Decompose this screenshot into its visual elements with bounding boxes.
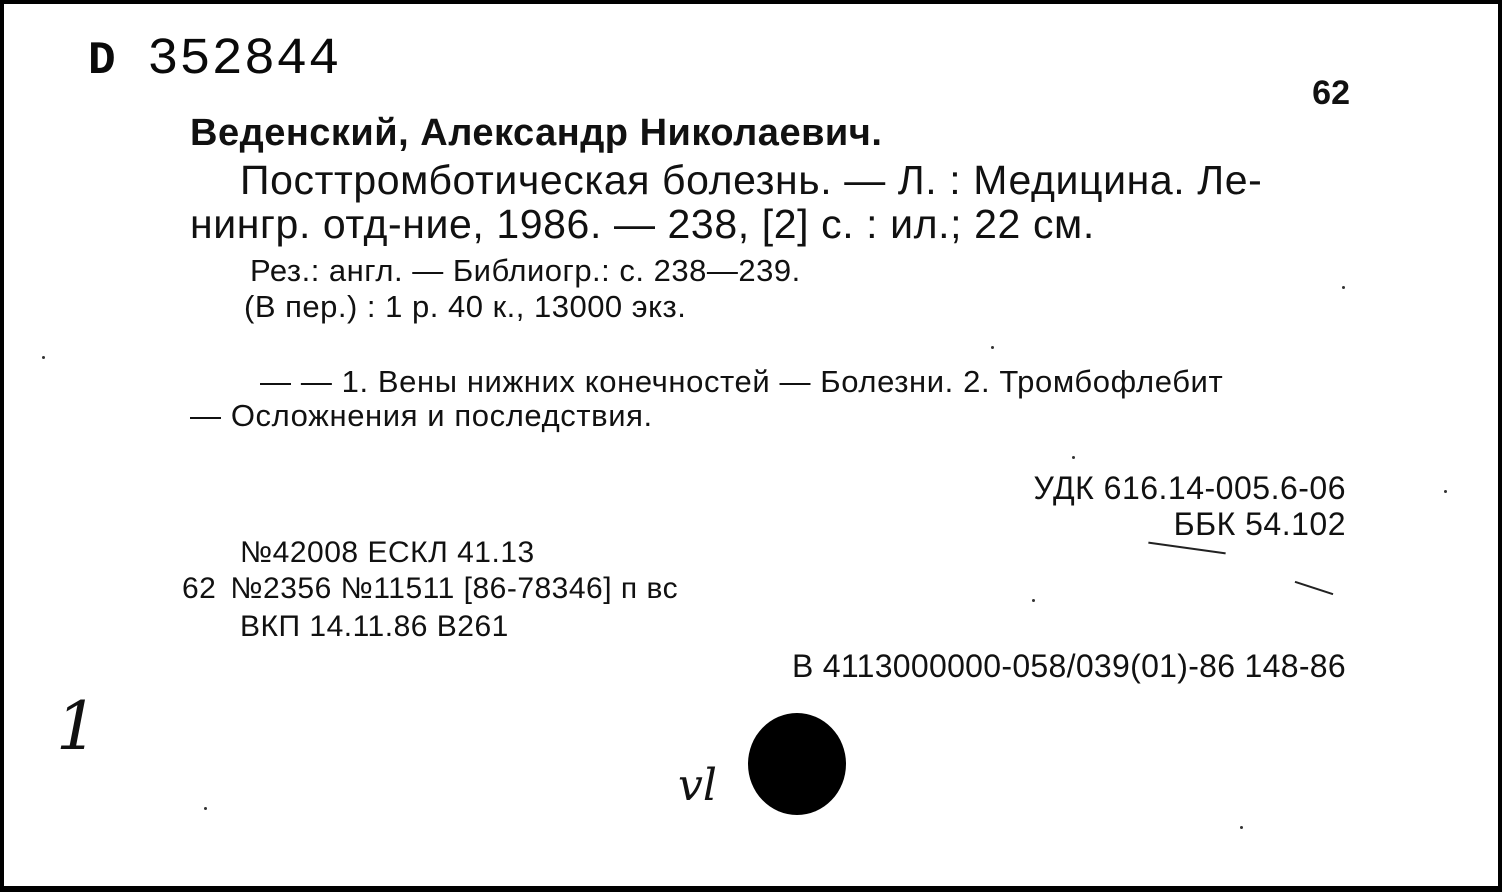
- stamp-number: 352844: [147, 30, 341, 89]
- speck: [1032, 599, 1035, 602]
- speck: [991, 346, 994, 349]
- handwritten-mark: vl: [678, 760, 717, 811]
- register-line-1: №42008 ЕСКЛ 41.13: [240, 536, 535, 569]
- speck: [1444, 490, 1447, 493]
- author-heading: Веденский, Александр Николаевич.: [190, 112, 883, 154]
- speck: [42, 356, 45, 359]
- pencil-stroke: [1148, 542, 1226, 555]
- speck: [204, 807, 207, 810]
- publication-code: В 4113000000-058/039(01)-86 148-86: [791, 648, 1346, 684]
- subject-headings-line-2: — Осложнения и последствия.: [190, 398, 653, 433]
- pencil-stroke: [1295, 581, 1334, 595]
- speck: [1072, 456, 1075, 459]
- udk-code: УДК 616.14-005.6-06: [1033, 470, 1346, 506]
- subject-headings-line-1: — — 1. Вены нижних конечностей — Болезни. 2. Тромбофлебит: [260, 364, 1224, 399]
- register-line-3: ВКП 14.11.86 В261: [240, 610, 509, 643]
- register-prefix: 62: [182, 572, 217, 605]
- title-line-1: Посттромботическая болезнь. — Л. : Медицина. Ле-: [240, 157, 1263, 203]
- speck: [1240, 826, 1243, 829]
- inventory-stamp: [88, 30, 341, 89]
- bibliographic-notes: Рез.: англ. — Библиогр.: с. 238—239.: [250, 253, 801, 288]
- register-line-2-text: №2356 №11511 [86-78346] п вс: [230, 572, 679, 605]
- handwritten-number: 1: [56, 688, 98, 765]
- stamp-letter: D: [88, 35, 118, 87]
- card-number: 62: [1312, 74, 1350, 112]
- title-line-2: нингр. отд-ние, 1986. — 238, [2] с. : ил.; 22 см.: [190, 201, 1095, 247]
- price-and-print-run: (В пер.) : 1 р. 40 к., 13000 экз.: [244, 289, 687, 324]
- punch-hole: [748, 713, 846, 815]
- register-line-2: [182, 574, 678, 604]
- speck: [1342, 286, 1345, 289]
- bbk-code: ББК 54.102: [1173, 506, 1346, 542]
